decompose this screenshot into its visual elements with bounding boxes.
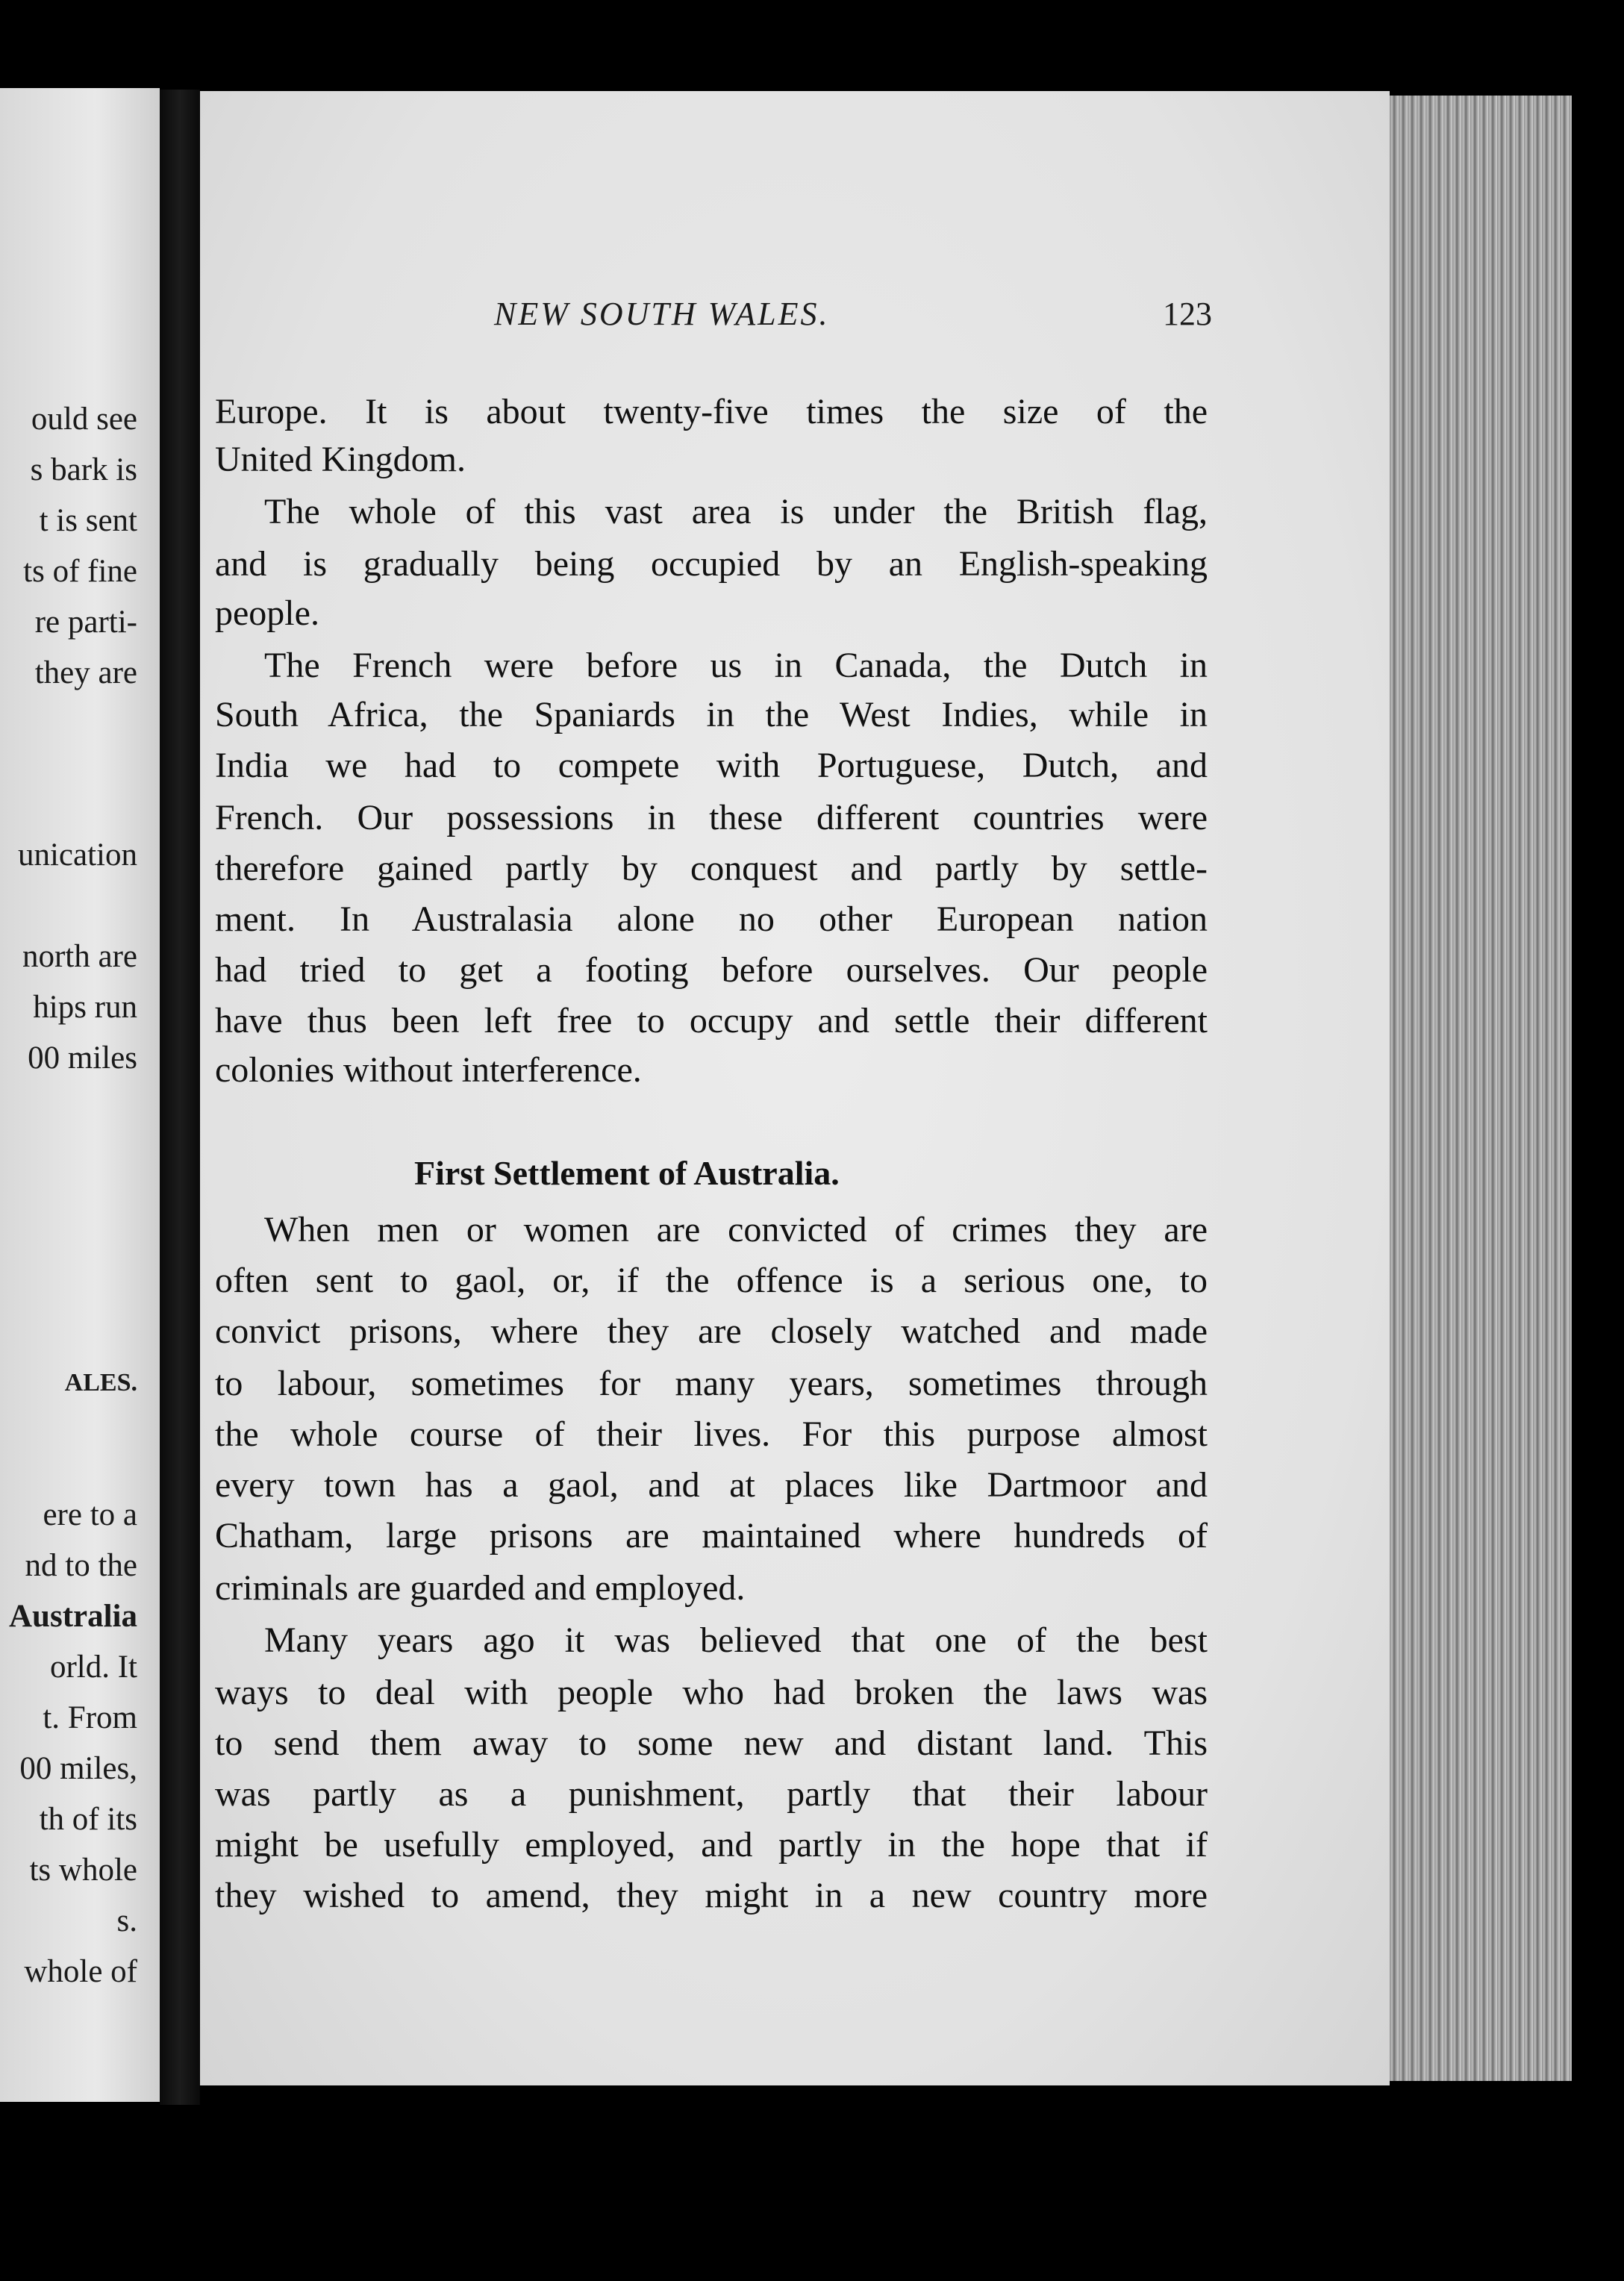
left-page-line: s. [116,1903,137,1938]
text-line: to labour, sometimes for many years, sometimes through [215,1364,1208,1403]
left-page-line: ere to a [43,1497,137,1532]
left-page-line: re parti- [34,605,137,640]
left-page-line: ould see [31,402,137,437]
page-edges [1390,96,1572,2081]
text-line: might be usefully employed, and partly in the hope that if [215,1825,1208,1865]
text-line: every town has a gaol, and at places like Dartmoor and [215,1465,1208,1505]
left-page-line: nd to the [25,1548,137,1583]
text-line: and is gradually being occupied by an English-speaking [215,544,1208,584]
text-line: colonies without interference. [215,1050,642,1090]
left-page-line: s bark is [30,452,137,487]
left-page-line: t is sent [39,503,137,538]
left-page-line: north are [22,939,137,974]
left-page-line: whole of [24,1954,137,1989]
left-page-fragment [0,88,160,2102]
text-line: French. Our possessions in these different countries were [215,798,1208,837]
text-line: The French were before us in Canada, the Dutch in [264,646,1208,685]
left-page-line: 00 miles [28,1040,137,1076]
text-line: convict prisons, where they are closely watched and made [215,1311,1208,1351]
text-line: South Africa, the Spaniards in the West Indies, while in [215,695,1208,734]
running-head: NEW SOUTH WALES. [494,296,830,332]
text-line: Many years ago it was believed that one of the best [264,1620,1208,1660]
left-page-line: orld. It [49,1650,137,1685]
left-page-line: t. From [43,1700,137,1735]
text-line: was partly as a punishment, partly that their labour [215,1774,1208,1814]
text-line: ways to deal with people who had broken the laws was [215,1673,1208,1712]
left-page-line: ALES. [64,1369,137,1397]
text-line: United Kingdom. [215,440,466,479]
left-page-line: unication [17,837,137,873]
text-line: the whole course of their lives. For this purpose almost [215,1414,1208,1454]
left-page-line: ts of fine [23,554,137,589]
text-line: When men or women are convicted of crimes they are [264,1210,1208,1249]
text-line: had tried to get a footing before ourselves. Our people [215,950,1208,990]
left-page-line: 00 miles, [19,1751,137,1786]
section-heading: First Settlement of Australia. [414,1154,840,1192]
text-line: The whole of this vast area is under the British flag, [264,492,1208,531]
text-line: they wished to amend, they might in a new country more [215,1876,1208,1915]
left-page-line: they are [34,655,137,690]
text-line: to send them away to some new and distant land. This [215,1723,1208,1763]
left-page-line: hips run [33,990,137,1025]
text-line: Chatham, large prisons are maintained where hundreds of [215,1516,1208,1555]
text-line: therefore gained partly by conquest and partly by settle- [215,849,1208,888]
left-page-line: Australia [9,1599,137,1634]
text-line: people. [215,593,319,633]
text-line: ment. In Australasia alone no other European nation [215,899,1208,939]
book-gutter [160,90,200,2105]
text-line: Europe. It is about twenty-five times the size of the [215,392,1208,431]
text-line: criminals are guarded and employed. [215,1568,746,1608]
left-page-line: ts whole [29,1853,137,1888]
text-line: have thus been left free to occupy and settle their different [215,1001,1208,1040]
left-page-line: th of its [39,1802,137,1837]
text-line: often sent to gaol, or, if the offence is a serious one, to [215,1261,1208,1300]
text-line: India we had to compete with Portuguese, Dutch, and [215,746,1208,785]
page-number: 123 [1163,296,1212,332]
